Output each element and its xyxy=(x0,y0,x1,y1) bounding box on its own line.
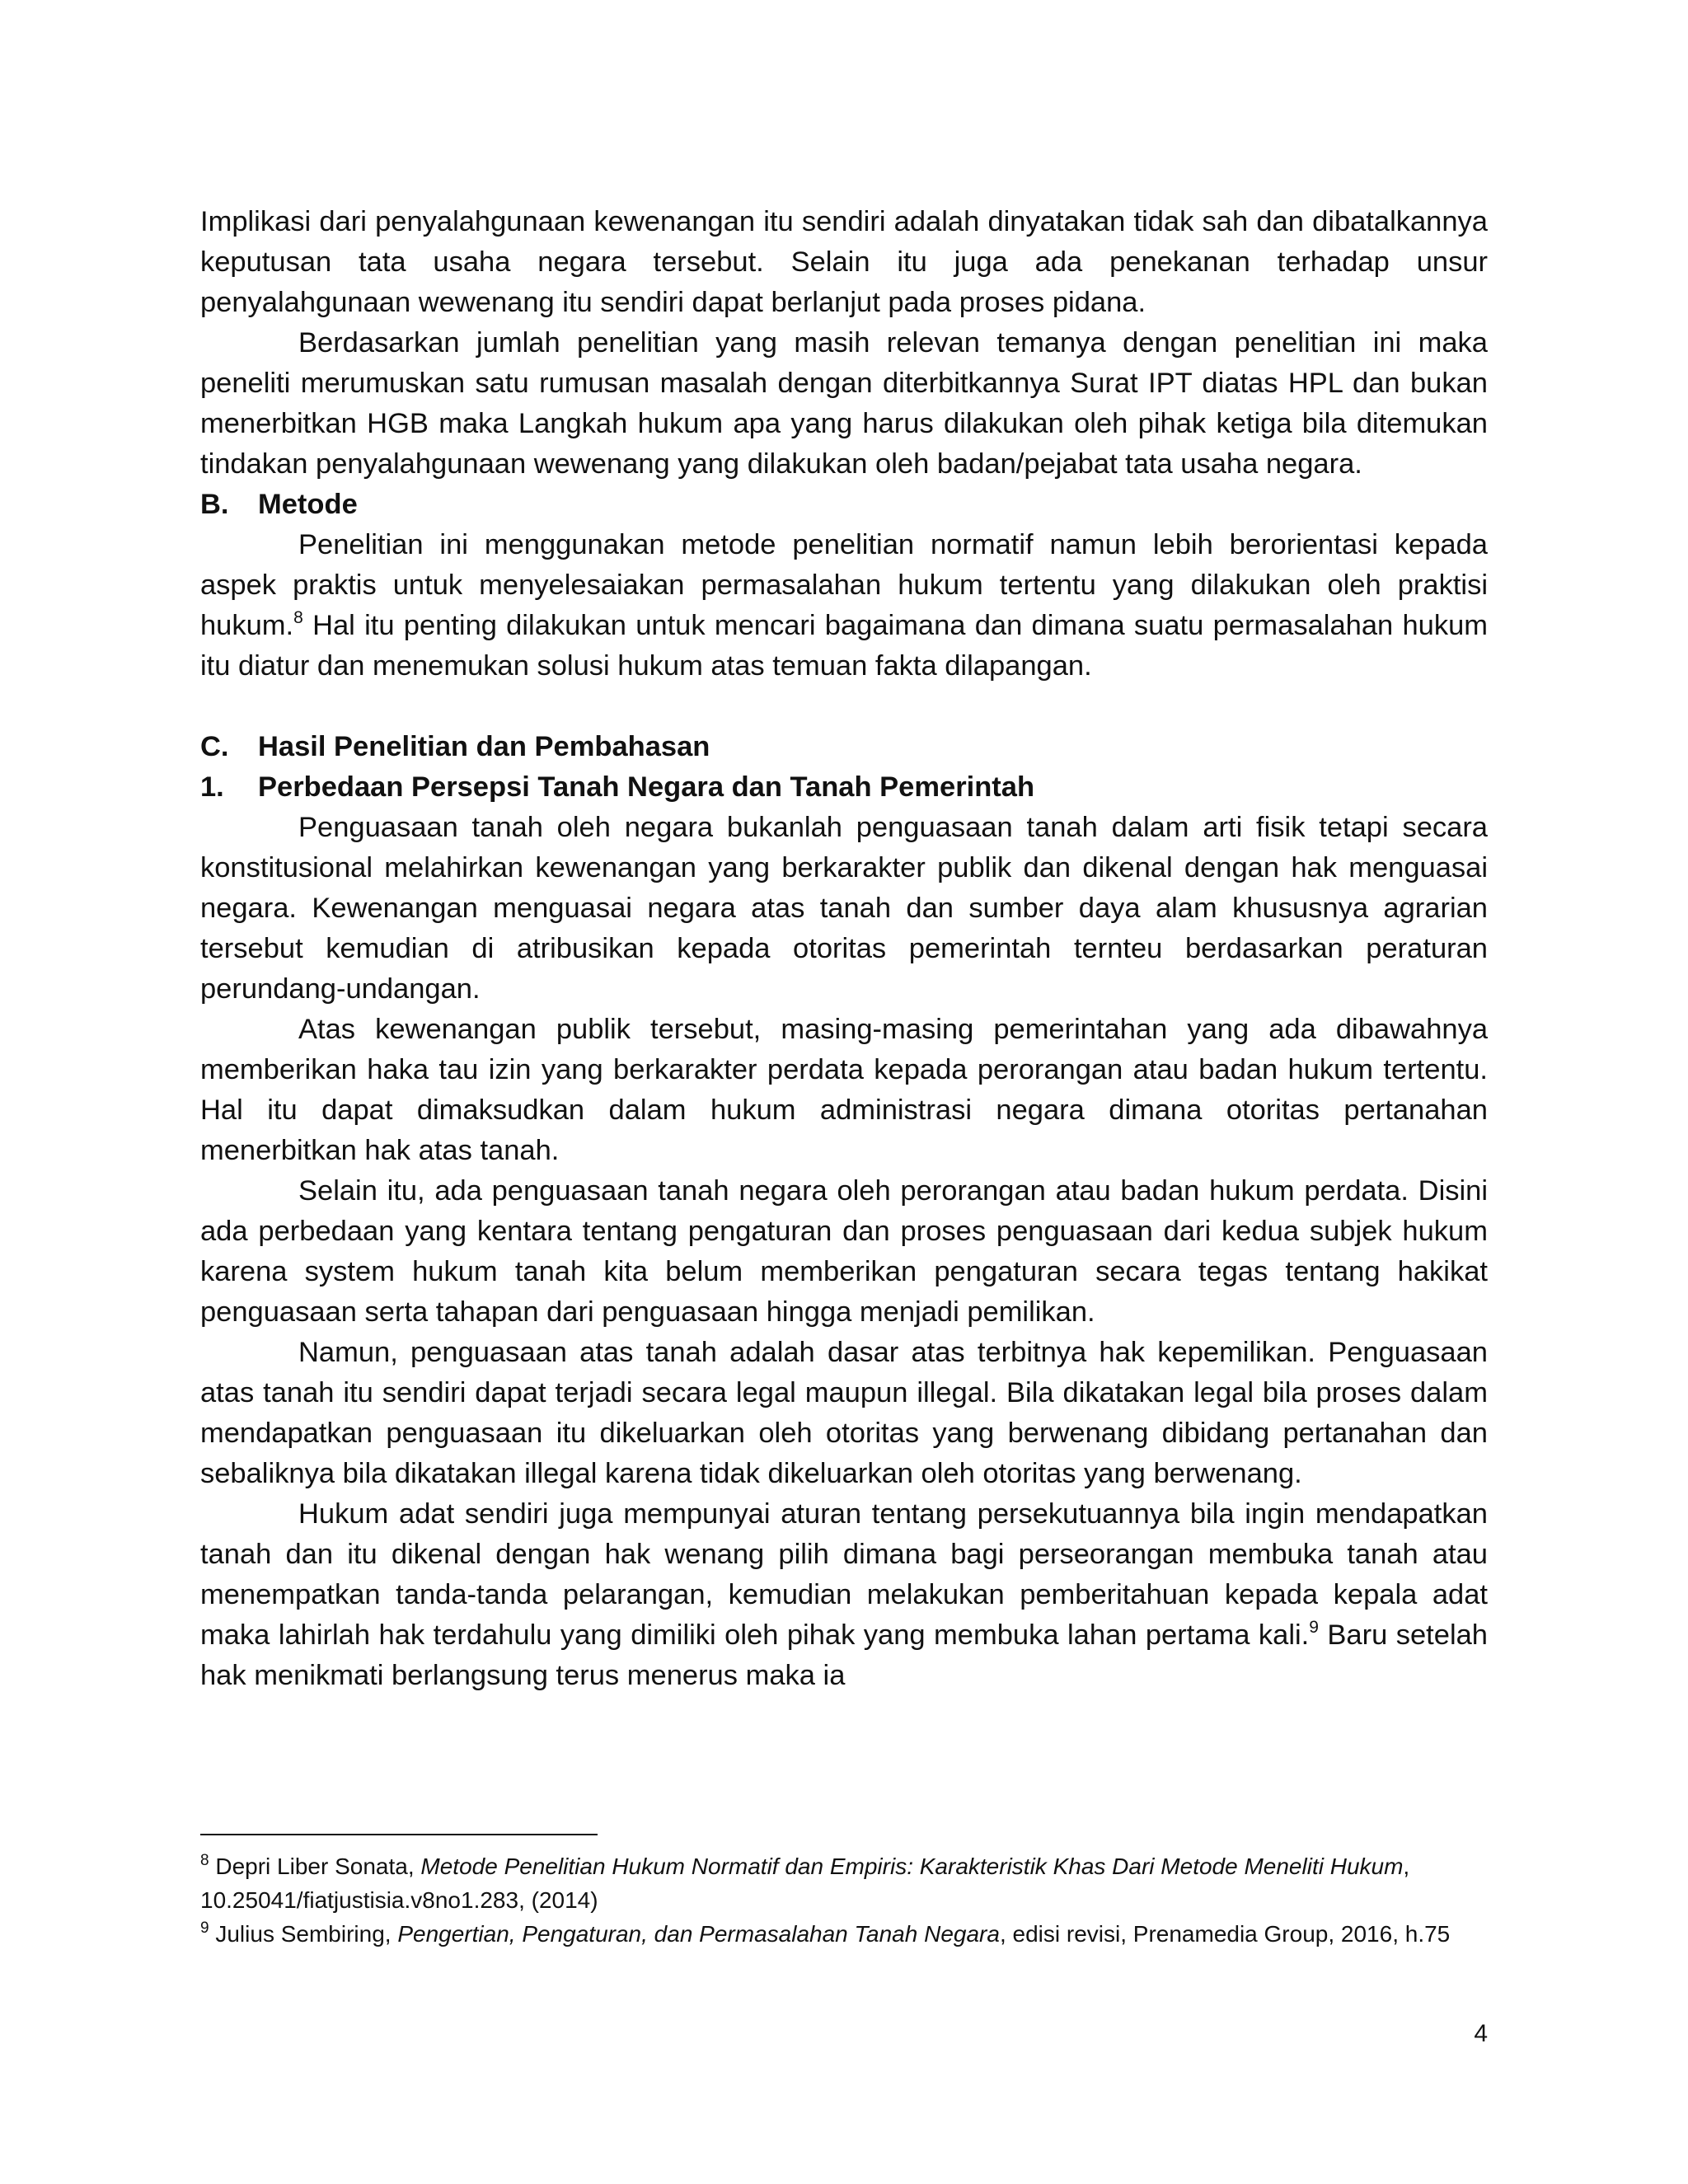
section-number: C. xyxy=(200,731,229,762)
body-paragraph: Implikasi dari penyalahgunaan kewenangan itu sendiri adalah dinyatakan tidak sah dan dibatalkannya keputusan tata usaha negara tersebut. Selain itu juga ada penekanan terhadap unsur penyalahgunaan wewenang itu sendiri dapat berlanjut pada proses pidana. xyxy=(200,206,1488,318)
footnote-separator xyxy=(200,1834,598,1835)
body-paragraph: Atas kewenangan publik tersebut, masing-masing pemerintahan yang ada dibawahnya memberikan haka tau izin yang berkarakter perdata kepada perorangan atau badan hukum tertentu. Hal itu dapat dimaksudkan dalam hukum administrasi negara dimana otoritas pertanahan menerbitkan hak atas tanah. xyxy=(200,1014,1488,1166)
footnote-title: Pengertian, Pengaturan, dan Permasalahan Tanah Negara xyxy=(397,1921,1000,1947)
section-title: Metode xyxy=(258,489,358,520)
body-paragraph: Berdasarkan jumlah penelitian yang masih relevan temanya dengan penelitian ini maka peneliti merumuskan satu rumusan masalah dengan diterbitkannya Surat IPT diatas HPL dan bukan menerbitkan HGB maka Langkah hukum apa yang harus dilakukan oleh pihak ketiga bila ditemukan tindakan penyalahgunaan wewenang yang dilakukan oleh badan/pejabat tata usaha negara. xyxy=(200,327,1488,480)
subsection-number: 1. xyxy=(200,771,224,803)
subsection-title: Perbedaan Persepsi Tanah Negara dan Tanah Pemerintah xyxy=(258,771,1035,803)
footnote-title: Metode Penelitian Hukum Normatif dan Empiris: Karakteristik Khas Dari Metode Meneliti Hukum xyxy=(420,1854,1404,1879)
footnote-reference: 8 xyxy=(293,608,303,627)
subsection-heading xyxy=(200,767,1488,808)
footnote-author: Julius Sembiring, xyxy=(209,1921,398,1947)
body-paragraph: Namun, penguasaan atas tanah adalah dasar atas terbitnya hak kepemilikan. Penguasaan atas tanah itu sendiri dapat terjadi secara legal maupun illegal. Bila dikatakan legal bila proses dalam mendapatkan penguasaan itu dikeluarkan oleh otoritas yang berwenang dibidang pertanahan dan sebaliknya bila dikatakan illegal karena tidak dikeluarkan oleh otoritas yang berwenang. xyxy=(200,1337,1488,1489)
footnote-number: 8 xyxy=(200,1852,209,1869)
section-title: Hasil Penelitian dan Pembahasan xyxy=(258,731,710,762)
body-paragraph: Selain itu, ada penguasaan tanah negara oleh perorangan atau badan hukum perdata. Disini ada perbedaan yang kentara tentang pengaturan dan proses penguasaan dari kedua subjek hukum karena system hukum tanah kita belum memberikan pengaturan secara tegas tentang hakikat penguasaan serta tahapan dari penguasaan hingga menjadi pemilikan. xyxy=(200,1175,1488,1328)
footnote-reference: 9 xyxy=(1309,1618,1319,1637)
section-number: B. xyxy=(200,489,229,520)
footnote-details: , 10.25041/fiatjustisia.v8no1.283, (2014) xyxy=(200,1854,1410,1913)
document-body xyxy=(200,202,1488,1696)
section-heading-metode xyxy=(200,485,1488,525)
paragraph-text: Baru setelah hak menikmati berlangsung terus menerus maka ia xyxy=(200,1619,1488,1691)
footnote-author: Depri Liber Sonata, xyxy=(209,1854,421,1879)
blank-line xyxy=(200,687,1488,727)
page-number: 4 xyxy=(1474,2020,1488,2047)
paragraph-text: Hal itu penting dilakukan untuk mencari bagaimana dan dimana suatu permasalahan hukum itu diatur dan menemukan solusi hukum atas temuan fakta dilapangan. xyxy=(200,610,1488,682)
paragraph-text: Hukum adat sendiri juga mempunyai aturan tentang persekutuannya bila ingin mendapatkan tanah dan itu dikenal dengan hak wenang pilih dimana bagi perseorangan membuka tanah atau menempatkan tanda-tanda pelarangan, kemudian melakukan pemberitahuan kepada kepala adat maka lahirlah hak terdahulu yang dimiliki oleh pihak yang membuka lahan pertama kali. xyxy=(200,1498,1488,1651)
body-paragraph xyxy=(200,1494,1488,1696)
footnote-details: , edisi revisi, Prenamedia Group, 2016, h.75 xyxy=(999,1921,1451,1947)
footnote-number: 9 xyxy=(200,1919,209,1937)
body-paragraph: Penguasaan tanah oleh negara bukanlah penguasaan tanah dalam arti fisik tetapi secara konstitusional melahirkan kewenangan yang berkarakter publik dan dikenal dengan hak menguasai negara. Kewenangan menguasai negara atas tanah dan sumber daya alam khususnya agrarian tersebut kemudian di atribusikan kepada otoritas pemerintah ternteu berdasarkan peraturan perundang-undangan. xyxy=(200,812,1488,1005)
paragraph-text: Penelitian ini menggunakan metode penelitian normatif namun lebih berorientasi kepada aspek praktis untuk menyelesaiakan permasalahan hukum tertentu yang dilakukan oleh praktisi hukum. xyxy=(200,529,1488,641)
footnotes xyxy=(200,1849,1488,1951)
body-paragraph xyxy=(200,525,1488,687)
footnote xyxy=(200,1917,1488,1951)
section-heading-hasil xyxy=(200,727,1488,767)
footnote xyxy=(200,1849,1488,1917)
